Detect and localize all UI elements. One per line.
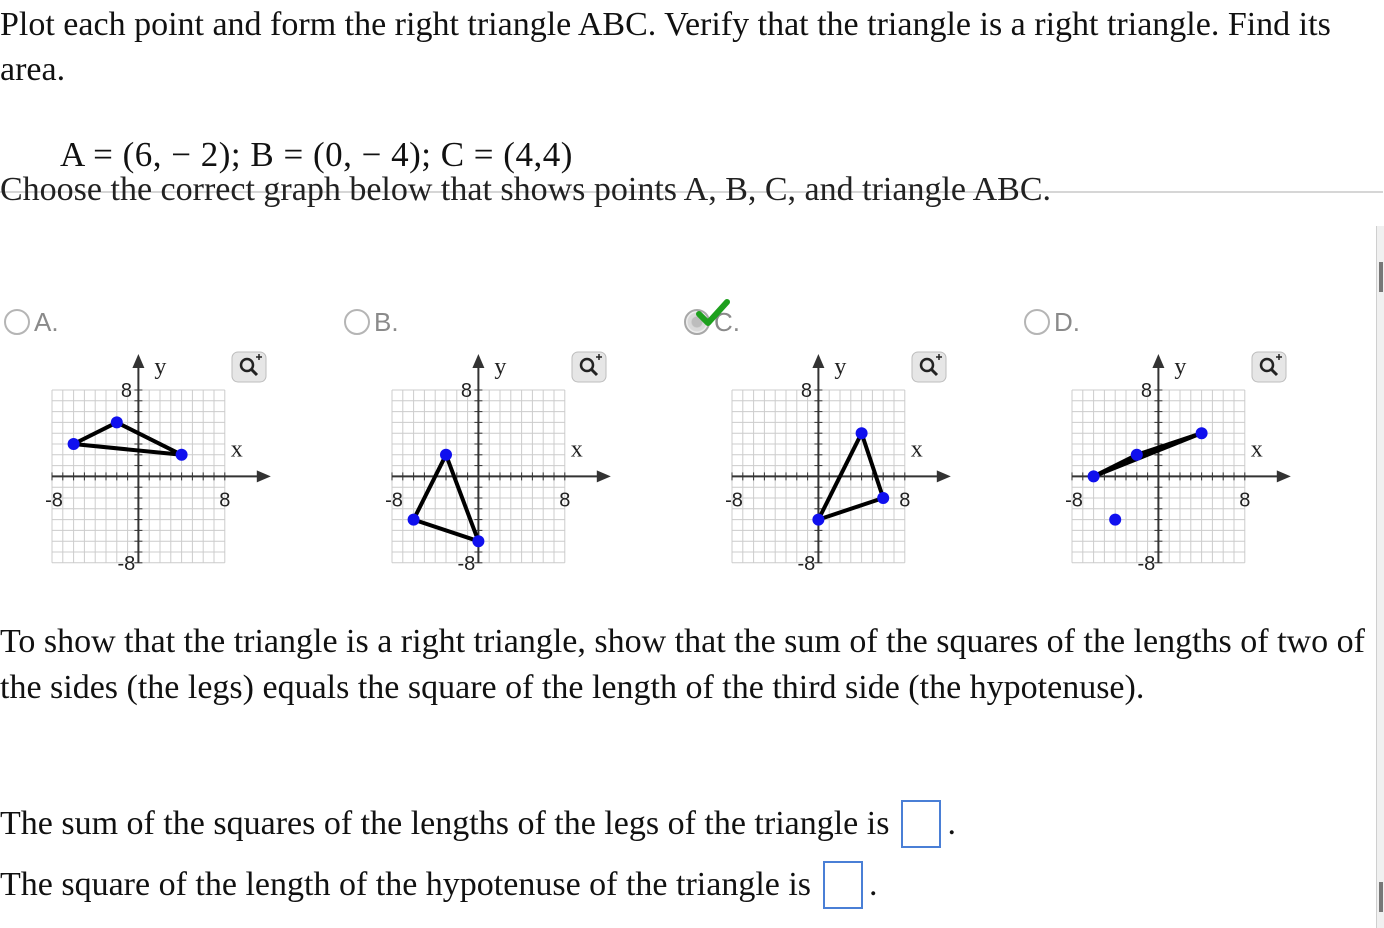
tick-label-y-min: -8	[117, 552, 136, 575]
graph-option-b	[344, 344, 644, 584]
legs-prompt: The sum of the squares of the lengths of the legs of the triangle is	[0, 805, 890, 842]
hyp-answer-input[interactable]	[823, 861, 863, 909]
zoom-icon[interactable]	[1252, 352, 1286, 382]
plotted-point	[1131, 449, 1143, 461]
radio-option-a[interactable]	[4, 309, 30, 335]
y-axis-label: y	[154, 354, 167, 380]
radio-option-d[interactable]	[1024, 309, 1050, 335]
plotted-point	[176, 449, 188, 461]
x-axis-label: x	[1250, 436, 1263, 463]
question-text: Plot each point and form the right triangle ABC. Verify that the triangle is a right triangle. Find its area.	[0, 6, 1331, 88]
tick-label-y-min: -8	[1137, 552, 1156, 575]
option-c-label: C.	[714, 306, 740, 337]
x-axis-label: x	[910, 436, 923, 463]
tick-label-y-min: -8	[797, 552, 816, 575]
tick-label-x-max: 8	[219, 489, 231, 512]
option-d[interactable]	[1024, 300, 1324, 580]
x-axis-label: x	[570, 436, 583, 463]
graph-option-c	[684, 344, 984, 584]
option-b-label: B.	[374, 306, 399, 337]
y-axis-arrow	[1152, 354, 1164, 368]
tick-label-x-min: -8	[1065, 489, 1083, 512]
checkmark-icon	[696, 298, 730, 328]
legs-answer-input[interactable]	[901, 800, 941, 848]
legs-answer-line	[0, 800, 956, 848]
plotted-point	[472, 535, 484, 547]
option-a-label: A.	[34, 306, 59, 337]
radio-option-b[interactable]	[344, 309, 370, 335]
y-axis-arrow	[812, 354, 824, 368]
tick-label-x-max: 8	[899, 489, 911, 512]
y-axis-label: y	[834, 354, 847, 380]
y-axis-arrow	[132, 354, 144, 368]
graph-option-a	[4, 344, 304, 584]
tick-label-y-max: 8	[120, 380, 132, 402]
x-axis-arrow	[1277, 470, 1291, 482]
tick-label-x-min: -8	[45, 489, 63, 512]
y-axis-label: y	[1174, 354, 1187, 380]
plotted-point	[1109, 514, 1121, 526]
hyp-answer-line	[0, 861, 878, 909]
option-a[interactable]	[4, 300, 304, 580]
hyp-prompt: The square of the length of the hypotenuse of the triangle is	[0, 866, 812, 903]
option-d-label: D.	[1054, 306, 1080, 337]
tick-label-y-max: 8	[800, 380, 812, 402]
scrollbar-thumb-bottom[interactable]	[1379, 882, 1383, 912]
tick-label-y-max: 8	[1140, 380, 1152, 402]
x-axis-arrow	[597, 470, 611, 482]
plotted-point	[1088, 470, 1100, 482]
instruction-clipped: Choose the correct graph below that shows points A, B, C, and triangle ABC.	[0, 171, 1052, 208]
plotted-point	[440, 449, 452, 461]
tick-label-y-min: -8	[457, 552, 476, 575]
option-c[interactable]	[684, 300, 984, 580]
plotted-point	[68, 438, 80, 450]
graph-option-d	[1024, 344, 1324, 584]
x-axis-arrow	[937, 470, 951, 482]
option-b[interactable]	[344, 300, 644, 580]
y-axis-arrow	[472, 354, 484, 368]
plotted-point	[111, 416, 123, 428]
plotted-point	[408, 514, 420, 526]
plotted-point	[877, 492, 889, 504]
plotted-point	[1196, 427, 1208, 439]
zoom-icon[interactable]	[572, 352, 606, 382]
y-axis-label: y	[494, 354, 507, 380]
explanation-text: To show that the triangle is a right triangle, show that the sum of the squares of the lengths of two of the sides (the legs) equals the square of the length of the third side (the hypotenuse).	[0, 623, 1365, 706]
tick-label-x-min: -8	[725, 489, 743, 512]
plotted-point	[856, 427, 868, 439]
legs-period: .	[947, 805, 956, 842]
plotted-point	[812, 514, 824, 526]
zoom-icon[interactable]	[912, 352, 946, 382]
x-axis-arrow	[257, 470, 271, 482]
scrollbar-thumb[interactable]	[1379, 262, 1383, 292]
x-axis-label: x	[230, 436, 243, 463]
tick-label-x-max: 8	[559, 489, 571, 512]
scrollbar[interactable]	[1376, 226, 1384, 928]
zoom-icon[interactable]	[232, 352, 266, 382]
points-definition: A = (6, − 2); B = (0, − 4); C = (4,4)	[60, 135, 573, 174]
tick-label-x-min: -8	[385, 489, 403, 512]
tick-label-y-max: 8	[460, 380, 472, 402]
hyp-period: .	[869, 866, 878, 903]
tick-label-x-max: 8	[1239, 489, 1251, 512]
